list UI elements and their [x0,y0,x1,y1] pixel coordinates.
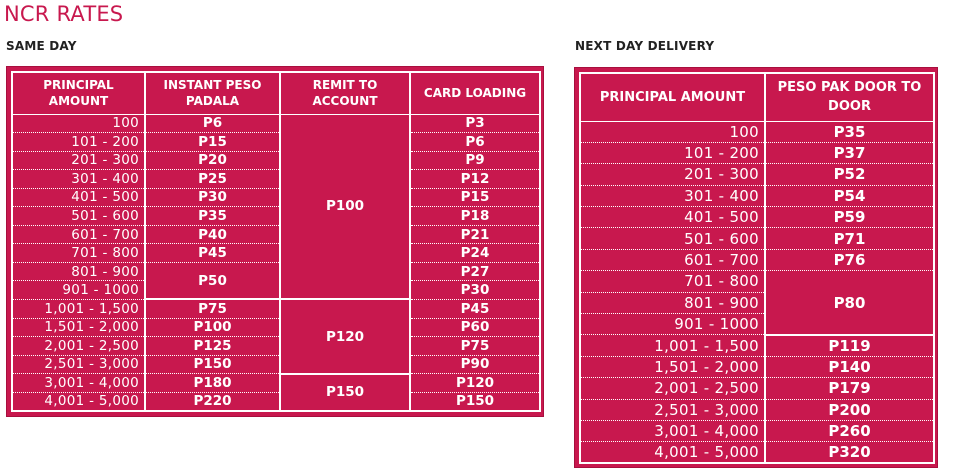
principal-amount-cell: 401 - 500 [580,207,765,228]
table-row [580,378,934,399]
remit-fee-cell: P150 [280,374,410,411]
principal-amount-cell: 501 - 600 [12,207,145,226]
instant-fee-cell: P20 [145,151,280,170]
peso-pak-fee-cell: P179 [765,378,934,399]
instant-fee-cell: P30 [145,188,280,207]
table-row [580,335,934,356]
header-peso-pak-door-to-door: PESO PAK DOOR TO DOOR [765,73,934,121]
peso-pak-fee-cell: P52 [765,164,934,185]
card-fee-cell: P18 [410,207,540,226]
principal-amount-cell: 901 - 1000 [580,314,765,335]
peso-pak-fee-cell: P200 [765,399,934,420]
instant-fee-cell: P125 [145,337,280,356]
instant-fee-cell: P45 [145,244,280,263]
table-row [580,271,934,292]
principal-amount-cell: 2,501 - 3,000 [580,399,765,420]
card-fee-cell: P75 [410,337,540,356]
table-row [580,142,934,163]
principal-amount-cell: 601 - 700 [580,249,765,270]
card-fee-cell: P150 [410,392,540,411]
same-day-table [11,71,541,412]
card-fee-cell: P9 [410,151,540,170]
table-row [12,225,540,244]
table-row [12,337,540,356]
instant-fee-cell: P35 [145,207,280,226]
peso-pak-fee-cell: P320 [765,442,934,463]
card-fee-cell: P30 [410,281,540,300]
principal-amount-cell: 2,001 - 2,500 [580,378,765,399]
principal-amount-cell: 701 - 800 [580,271,765,292]
principal-amount-cell: 3,001 - 4,000 [12,374,145,393]
card-fee-cell: P60 [410,318,540,337]
principal-amount-cell: 100 [580,121,765,142]
principal-amount-cell: 1,001 - 1,500 [12,299,145,318]
card-fee-cell: P120 [410,374,540,393]
same-day-header-row [12,72,540,114]
principal-amount-cell: 4,001 - 5,000 [580,442,765,463]
instant-fee-cell: P220 [145,392,280,411]
peso-pak-fee-cell: P54 [765,185,934,206]
principal-amount-cell: 701 - 800 [12,244,145,263]
principal-amount-cell: 301 - 400 [580,185,765,206]
instant-fee-cell: P6 [145,114,280,133]
remit-fee-cell: P120 [280,299,410,373]
instant-fee-cell: P150 [145,355,280,374]
peso-pak-fee-cell: P37 [765,142,934,163]
instant-fee-cell: P15 [145,133,280,152]
table-row [12,207,540,226]
peso-pak-fee-cell: P260 [765,420,934,441]
page-title: NCR RATES [4,2,124,26]
principal-amount-cell: 201 - 300 [580,164,765,185]
principal-amount-cell: 601 - 700 [12,225,145,244]
next-day-header-row [580,73,934,121]
table-row [12,114,540,133]
card-fee-cell: P15 [410,188,540,207]
principal-amount-cell: 801 - 900 [580,292,765,313]
table-row [12,299,540,318]
table-row [12,355,540,374]
table-row [580,164,934,185]
peso-pak-fee-cell: P80 [765,271,934,335]
table-row [12,133,540,152]
header-card-loading: CARD LOADING [410,72,540,114]
next-day-panel [574,67,938,468]
principal-amount-cell: 201 - 300 [12,151,145,170]
next-day-label: NEXT DAY DELIVERY [575,39,715,53]
table-row [12,170,540,189]
table-row [580,249,934,270]
card-fee-cell: P21 [410,225,540,244]
table-row [580,420,934,441]
instant-fee-cell: P50 [145,262,280,299]
table-row [12,318,540,337]
table-row [12,188,540,207]
table-row [12,374,540,393]
principal-amount-cell: 101 - 200 [580,142,765,163]
same-day-panel [6,66,544,417]
header-principal-amount: PRINCIPAL AMOUNT [580,73,765,121]
table-row [580,399,934,420]
header-principal-amount: PRINCIPAL AMOUNT [12,72,145,114]
table-row [580,356,934,377]
card-fee-cell: P45 [410,299,540,318]
principal-amount-cell: 100 [12,114,145,133]
instant-fee-cell: P180 [145,374,280,393]
peso-pak-fee-cell: P76 [765,249,934,270]
remit-fee-cell: P100 [280,114,410,299]
principal-amount-cell: 301 - 400 [12,170,145,189]
principal-amount-cell: 4,001 - 5,000 [12,392,145,411]
same-day-label: SAME DAY [6,39,77,53]
card-fee-cell: P12 [410,170,540,189]
peso-pak-fee-cell: P71 [765,228,934,249]
instant-fee-cell: P100 [145,318,280,337]
principal-amount-cell: 501 - 600 [580,228,765,249]
principal-amount-cell: 1,501 - 2,000 [12,318,145,337]
principal-amount-cell: 3,001 - 4,000 [580,420,765,441]
card-fee-cell: P90 [410,355,540,374]
table-row [12,262,540,281]
peso-pak-fee-cell: P35 [765,121,934,142]
principal-amount-cell: 1,501 - 2,000 [580,356,765,377]
table-row [12,151,540,170]
peso-pak-fee-cell: P140 [765,356,934,377]
table-row [580,207,934,228]
table-row [580,121,934,142]
principal-amount-cell: 1,001 - 1,500 [580,335,765,356]
instant-fee-cell: P75 [145,299,280,318]
principal-amount-cell: 2,001 - 2,500 [12,337,145,356]
principal-amount-cell: 401 - 500 [12,188,145,207]
table-row [580,442,934,463]
header-remit-to-account: REMIT TO ACCOUNT [280,72,410,114]
principal-amount-cell: 2,501 - 3,000 [12,355,145,374]
header-instant-peso-padala: INSTANT PESO PADALA [145,72,280,114]
card-fee-cell: P24 [410,244,540,263]
principal-amount-cell: 801 - 900 [12,262,145,281]
principal-amount-cell: 901 - 1000 [12,281,145,300]
card-fee-cell: P3 [410,114,540,133]
card-fee-cell: P27 [410,262,540,281]
peso-pak-fee-cell: P119 [765,335,934,356]
peso-pak-fee-cell: P59 [765,207,934,228]
table-row [12,244,540,263]
table-row [580,228,934,249]
table-row [12,392,540,411]
instant-fee-cell: P25 [145,170,280,189]
table-row [580,185,934,206]
principal-amount-cell: 101 - 200 [12,133,145,152]
next-day-table [579,72,935,464]
card-fee-cell: P6 [410,133,540,152]
instant-fee-cell: P40 [145,225,280,244]
